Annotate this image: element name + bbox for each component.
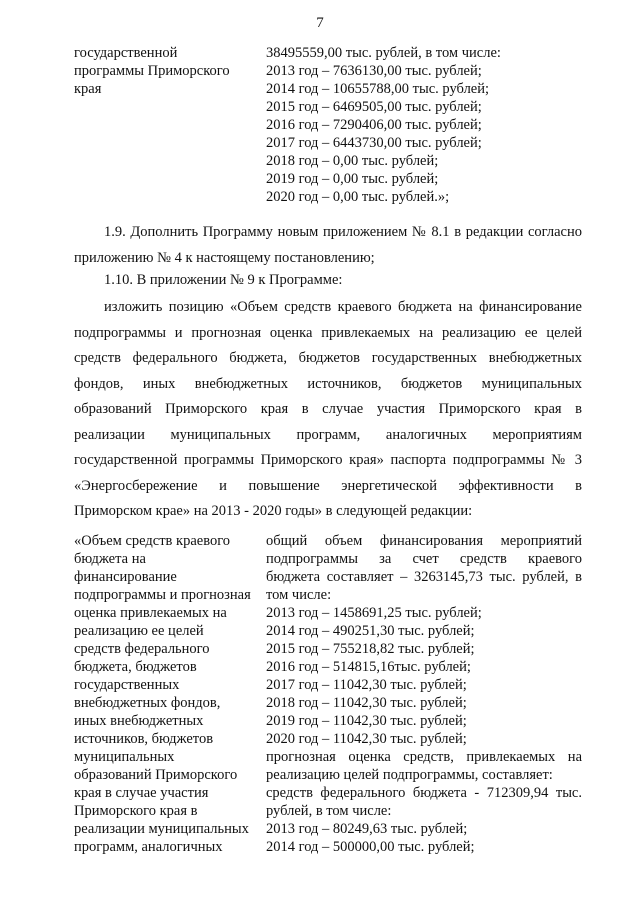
bottom-left-line: реализации муниципальных xyxy=(74,821,249,837)
paragraph-line: образований Приморского края в случае участия Приморского края в xyxy=(74,401,582,417)
bottom-right-line: прогнозная оценка средств, привлекаемых на xyxy=(266,749,582,765)
item-1-10: 1.10. В приложении № 9 к Программе: xyxy=(104,272,343,288)
top-left-line: программы Приморского xyxy=(74,63,230,79)
top-right-column xyxy=(266,44,566,206)
bottom-right-line: 2015 год – 755218,82 тыс. рублей; xyxy=(266,641,475,657)
bottom-left-line: края в случае участия xyxy=(74,785,209,801)
top-right-line: 2016 год – 7290406,00 тыс. рублей; xyxy=(266,117,482,133)
bottom-left-column xyxy=(74,532,264,856)
bottom-right-line: подпрограммы за счет средств краевого xyxy=(266,551,582,567)
bottom-left-line: Приморского края в xyxy=(74,803,198,819)
item-1-9-line: 1.9. Дополнить Программу новым приложением № 8.1 в редакции согласно xyxy=(104,224,582,240)
top-right-line: 2017 год – 6443730,00 тыс. рублей; xyxy=(266,135,482,151)
bottom-left-line: средств федерального xyxy=(74,641,210,657)
paragraph-line: государственной программы Приморского края» паспорта подпрограммы № 3 xyxy=(74,452,582,468)
bottom-left-line: государственных xyxy=(74,677,180,693)
bottom-right-line: 2019 год – 11042,30 тыс. рублей; xyxy=(266,713,467,729)
bottom-left-line: бюджета на xyxy=(74,551,146,567)
bottom-right-line: общий объем финансирования мероприятий xyxy=(266,533,582,549)
top-right-line: 2019 год – 0,00 тыс. рублей; xyxy=(266,171,439,187)
bottom-left-line: бюджета, бюджетов xyxy=(74,659,197,675)
bottom-left-line: реализацию ее целей xyxy=(74,623,204,639)
bottom-right-line: средств федерального бюджета - 712309,94 тыс. xyxy=(266,785,582,801)
top-right-line: 2015 год – 6469505,00 тыс. рублей; xyxy=(266,99,482,115)
bottom-left-line: оценка привлекаемых на xyxy=(74,605,227,621)
paragraph-line: Приморском крае» на 2013 - 2020 годы» в следующей редакции: xyxy=(74,503,473,519)
main-paragraph xyxy=(74,295,582,525)
top-right-line: 2018 год – 0,00 тыс. рублей; xyxy=(266,153,439,169)
bottom-left-line: иных внебюджетных xyxy=(74,713,204,729)
bottom-left-line: муниципальных xyxy=(74,749,175,765)
bottom-right-line: том числе: xyxy=(266,587,332,603)
top-right-line: 2013 год – 7636130,00 тыс. рублей; xyxy=(266,63,482,79)
top-right-line: 2020 год – 0,00 тыс. рублей.»; xyxy=(266,189,450,205)
bottom-left-line: подпрограммы и прогнозная xyxy=(74,587,251,603)
bottom-right-line: бюджета составляет – 3263145,73 тыс. рублей, в xyxy=(266,569,582,585)
bottom-left-line: внебюджетных фондов, xyxy=(74,695,221,711)
bottom-right-column xyxy=(266,532,582,856)
item-1-9-line: приложению № 4 к настоящему постановлению; xyxy=(74,249,375,266)
bottom-right-line: 2016 год – 514815,16тыс. рублей; xyxy=(266,659,471,675)
paragraph-line: «Энергосбережение и повышение энергетической эффективности в xyxy=(74,477,582,494)
paragraph-line: реализации муниципальных программ, аналогичных мероприятиям xyxy=(74,426,582,443)
bottom-right-line: 2014 год – 490251,30 тыс. рублей; xyxy=(266,623,475,639)
top-left-line: края xyxy=(74,81,102,97)
bottom-right-line: рублей, в том числе: xyxy=(266,803,392,819)
bottom-left-line: образований Приморского xyxy=(74,767,238,783)
bottom-left-line: программ, аналогичных xyxy=(74,839,223,855)
top-left-column xyxy=(74,44,254,98)
paragraph-line: фондов, иных внебюджетных источников, бюджетов муниципальных xyxy=(74,375,582,392)
top-right-line: 2014 год – 10655788,00 тыс. рублей; xyxy=(266,81,490,97)
bottom-left-line: «Объем средств краевого xyxy=(74,533,231,549)
bottom-right-line: 2018 год – 11042,30 тыс. рублей; xyxy=(266,695,467,711)
bottom-right-line: реализацию целей подпрограммы, составляет: xyxy=(266,767,553,783)
page-number: 7 xyxy=(316,15,324,31)
bottom-right-line: 2013 год – 80249,63 тыс. рублей; xyxy=(266,821,468,837)
top-left-line: государственной xyxy=(74,45,178,61)
bottom-right-line: 2020 год – 11042,30 тыс. рублей; xyxy=(266,731,467,747)
paragraph-line: подпрограммы и прогнозная оценка привлекаемых на реализацию ее целей xyxy=(74,324,582,341)
bottom-right-line: 2017 год – 11042,30 тыс. рублей; xyxy=(266,677,467,693)
paragraph-line: изложить позицию «Объем средств краевого бюджета на финансирование xyxy=(104,299,582,315)
bottom-left-line: финансирование xyxy=(74,569,177,585)
top-right-line: 38495559,00 тыс. рублей, в том числе: xyxy=(266,45,501,61)
bottom-right-line: 2014 год – 500000,00 тыс. рублей; xyxy=(266,839,475,855)
bottom-right-line: 2013 год – 1458691,25 тыс. рублей; xyxy=(266,605,482,621)
paragraph-line: средств федерального бюджета, бюджетов государственных внебюджетных xyxy=(74,350,582,366)
item-1-9 xyxy=(74,220,582,271)
bottom-left-line: источников, бюджетов xyxy=(74,731,214,747)
